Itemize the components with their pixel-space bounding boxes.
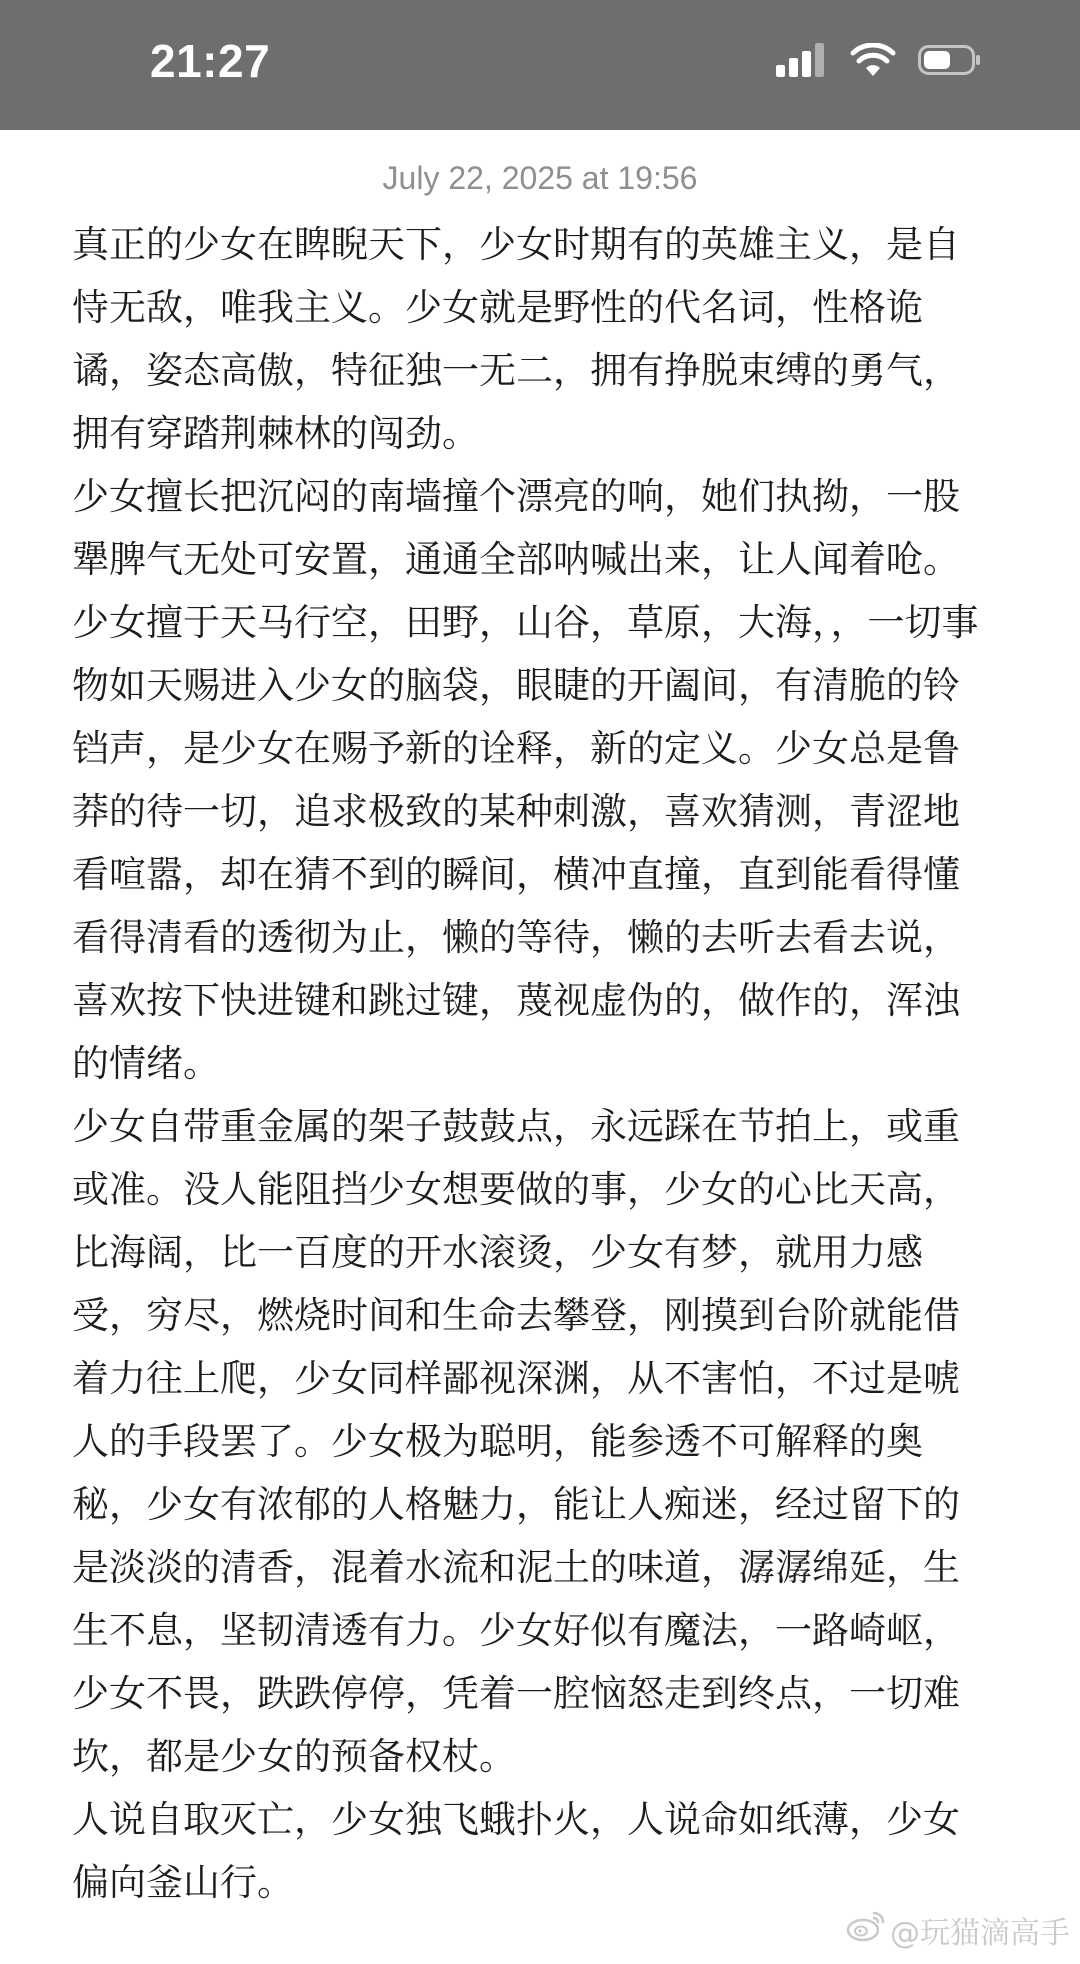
- cellular-signal-icon: [776, 43, 828, 81]
- status-bar: [0, 0, 1080, 130]
- battery-icon: [918, 43, 982, 81]
- note-paragraph: 人说自取灭亡，少女独飞蛾扑火，人说命如纸薄，少女偏向釜山行。: [72, 1798, 960, 1904]
- note-paragraph: 少女擅长把沉闷的南墙撞个漂亮的响，她们执拗，一股犟脾气无处可安置，通通全部呐喊出来，让人闻着呛。少女擅于天马行空，田野，山谷，草原，大海，，一切事物如天赐进入少女的脑袋，眼睫的开阖间，有清脆的铃铛声，是少女在赐予新的诠释，新的定义。少女总是鲁莽的待一切，追求极致的某种刺激，喜欢猜测，青涩地看喧嚣，却在猜不到的瞬间，横冲直撞，直到能看得懂看得清看的透彻为止，懒的等待，懒的去听去看去说，喜欢按下快进键和跳过键，蔑视虚伪的，做作的，浑浊的情绪。: [72, 475, 979, 1085]
- status-time: 21:27: [150, 35, 271, 87]
- note-body[interactable]: [72, 213, 992, 1914]
- watermark: [846, 1908, 1070, 1952]
- wifi-icon: [850, 43, 896, 81]
- watermark-text: @玩猫滴高手: [890, 1916, 1070, 1951]
- status-icons: [776, 42, 982, 82]
- weibo-logo-icon: [846, 1909, 886, 1951]
- note-timestamp: July 22, 2025 at 19:56: [382, 160, 698, 196]
- note-paragraph: 真正的少女在睥睨天下，少女时期有的英雄主义，是自恃无敌，唯我主义。少女就是野性的代名词，性格诡谲，姿态高傲，特征独一无二，拥有挣脱束缚的勇气，拥有穿踏荆棘林的闯劲。: [72, 223, 960, 455]
- note-paragraph: 少女自带重金属的架子鼓鼓点，永远踩在节拍上，或重或准。没人能阻挡少女想要做的事，少女的心比天高，比海阔，比一百度的开水滚烫，少女有梦，就用力感受，穷尽，燃烧时间和生命去攀登，刚摸到台阶就能借着力往上爬，少女同样鄙视深渊，从不害怕，不过是唬人的手段罢了。少女极为聪明，能参透不可解释的奥秘，少女有浓郁的人格魅力，能让人痴迷，经过留下的是淡淡的清香，混着水流和泥土的味道，潺潺绵延，生生不息，坚韧清透有力。少女好似有魔法，一路崎岖，少女不畏，跌跌停停，凭着一腔恼怒走到终点，一切难坎，都是少女的预备权杖。: [72, 1105, 960, 1778]
